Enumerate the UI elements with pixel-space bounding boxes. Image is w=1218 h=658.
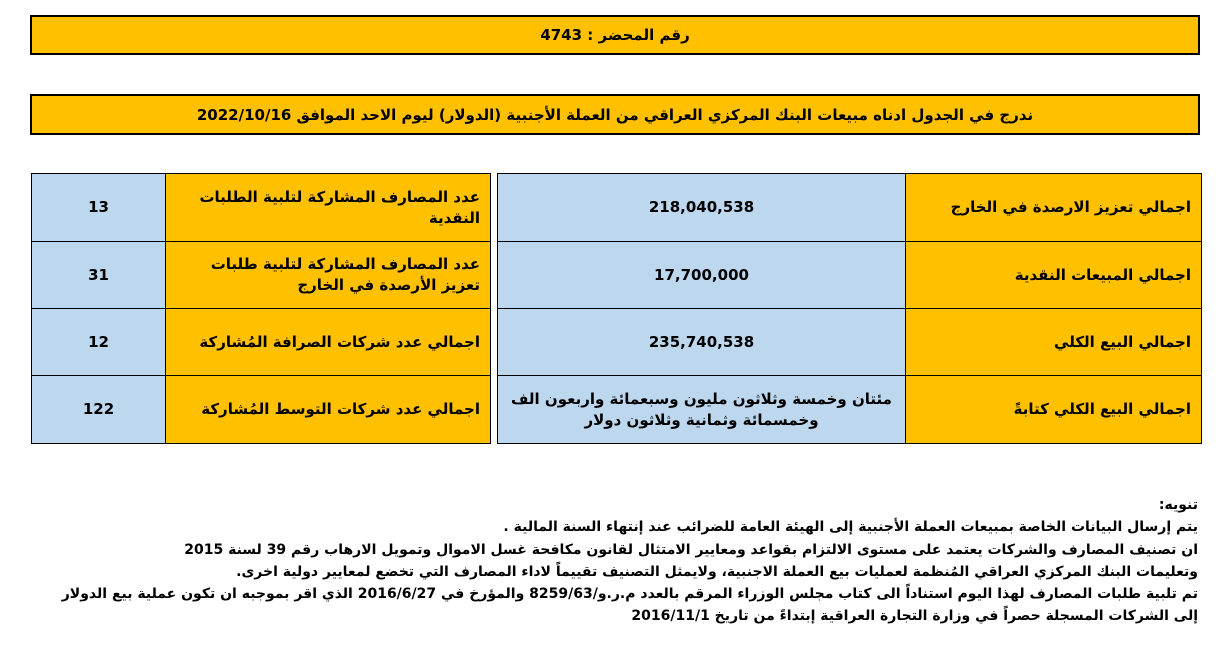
sales-table xyxy=(497,173,1202,444)
table-row xyxy=(498,174,1202,242)
record-number-banner xyxy=(30,15,1200,55)
table-row xyxy=(498,376,1202,444)
table-row xyxy=(32,174,491,242)
participants-value: 31 xyxy=(32,242,166,309)
sales-label: اجمالي المبيعات النقدية xyxy=(906,242,1202,309)
participants-label: اجمالي عدد شركات الصرافة المُشاركة xyxy=(166,309,491,376)
sales-value: 17,700,000 xyxy=(498,242,906,309)
participants-label: عدد المصارف المشاركة لتلبية الطلبات النقدية xyxy=(166,174,491,242)
intro-text: ندرج في الجدول ادناه مبيعات البنك المركزي العراقي من العملة الأجنبية (الدولار) ليوم الاحد الموافق 2022/10/16 xyxy=(196,105,1034,124)
intro-banner xyxy=(30,94,1200,135)
notice-line: تم تلبية طلبات المصارف لهذا اليوم استناداً الى كتاب مجلس الوزراء المرقم بالعدد م.ر.و/8259/63 والمؤرخ في 2016/6/27 الذي اقر بموجبه ان تكون عملية بيع الدولار xyxy=(61,586,1198,603)
table-row xyxy=(32,242,491,309)
table-row xyxy=(498,242,1202,309)
participants-value: 13 xyxy=(32,174,166,242)
notice-line: إلى الشركات المسجلة حصراً في وزارة التجارة العراقية إبتداءً من تاريخ 2016/11/1 xyxy=(631,608,1198,625)
notice-line: وتعليمات البنك المركزي العراقي المُنظمة لعمليات بيع العملة الاجنبية، ولايمثل التصنيف تقييماً لاداء المصارف التي تخضع لمعايير دولية اخرى. xyxy=(236,563,1198,580)
notice-line: يتم إرسال البيانات الخاصة بمبيعات العملة الأجنبية إلى الهيئة العامة للضرائب عند إنتهاء السنة المالية . xyxy=(503,519,1198,536)
participants-label: عدد المصارف المشاركة لتلبية طلبات تعزيز الأرصدة في الخارج xyxy=(166,242,491,309)
participants-table xyxy=(31,173,491,444)
sales-label: اجمالي تعزيز الارصدة في الخارج xyxy=(906,174,1202,242)
sales-label: اجمالي البيع الكلي xyxy=(906,309,1202,376)
table-row xyxy=(32,309,491,376)
sales-label: اجمالي البيع الكلي كتابةً xyxy=(906,376,1202,444)
record-number: رقم المحضر : 4743 xyxy=(540,26,690,44)
table-row xyxy=(498,309,1202,376)
participants-label: اجمالي عدد شركات التوسط المُشاركة xyxy=(166,376,491,444)
sales-value: 235,740,538 xyxy=(498,309,906,376)
notice-line: ان تصنيف المصارف والشركات يعتمد على مستوى الالتزام بقواعد ومعايير الامتثال لقانون مكافحة غسل الاموال وتمويل الارهاب رقم 39 لسنة 2015 xyxy=(184,541,1198,558)
participants-value: 122 xyxy=(32,376,166,444)
table-row xyxy=(32,376,491,444)
participants-value: 12 xyxy=(32,309,166,376)
notice-section xyxy=(8,494,1198,628)
sales-value-in-words: مئتان وخمسة وثلاثون مليون وسبعمائة واربعون الف وخمسمائة وثمانية وثلاثون دولار xyxy=(498,376,906,444)
notice-title: تنويه: xyxy=(1158,497,1198,513)
sales-value: 218,040,538 xyxy=(498,174,906,242)
